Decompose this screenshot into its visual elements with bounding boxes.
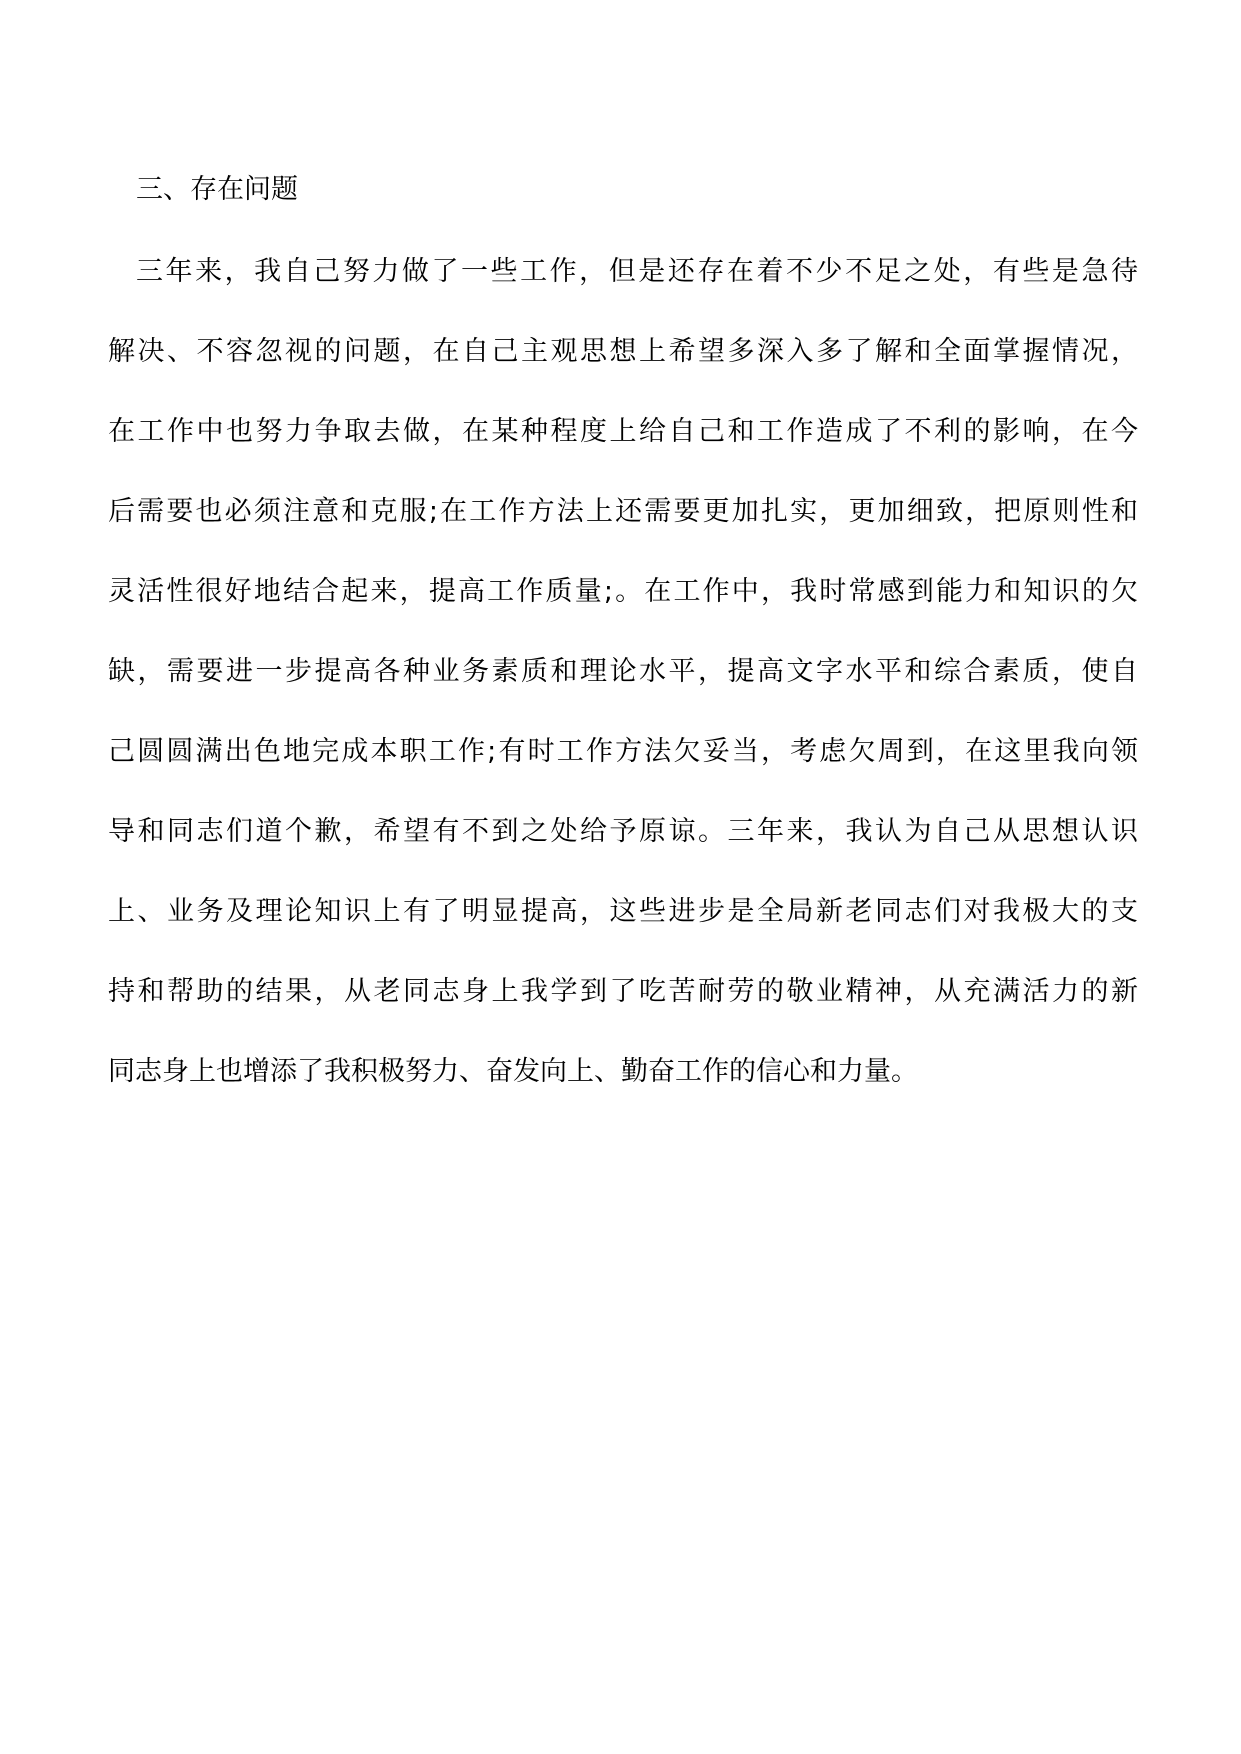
paragraph-line: 三年来，我自己努力做了一些工作，但是还存在着不少不足之处，有些是急待: [136, 256, 1138, 287]
paragraph-line: 持和帮助的结果，从老同志身上我学到了吃苦耐劳的敬业精神，从充满活力的新: [108, 976, 1138, 1007]
paragraph-line: 灵活性很好地结合起来，提高工作质量;。在工作中，我时常感到能力和知识的欠: [108, 576, 1138, 607]
paragraph-line: 导和同志们道个歉，希望有不到之处给予原谅。三年来，我认为自己从思想认识: [108, 816, 1138, 847]
paragraph-line: 同志身上也增添了我积极努力、奋发向上、勤奋工作的信心和力量。: [108, 1056, 918, 1087]
paragraph-line: 缺，需要进一步提高各种业务素质和理论水平，提高文字水平和综合素质，使自: [108, 656, 1138, 687]
paragraph-line: 解决、不容忽视的问题，在自己主观思想上希望多深入多了解和全面掌握情况，: [108, 336, 1138, 367]
paragraph-line: 后需要也必须注意和克服;在工作方法上还需要更加扎实，更加细致，把原则性和: [108, 496, 1138, 527]
body-paragraph: [108, 252, 1138, 1132]
paragraph-line: 在工作中也努力争取去做，在某种程度上给自己和工作造成了不利的影响，在今: [108, 416, 1138, 447]
paragraph-line: 上、业务及理论知识上有了明显提高，这些进步是全局新老同志们对我极大的支: [108, 896, 1138, 927]
paragraph-line: 己圆圆满出色地完成本职工作;有时工作方法欠妥当，考虑欠周到，在这里我向领: [108, 736, 1138, 767]
section-heading: 三、存在问题: [136, 174, 298, 205]
